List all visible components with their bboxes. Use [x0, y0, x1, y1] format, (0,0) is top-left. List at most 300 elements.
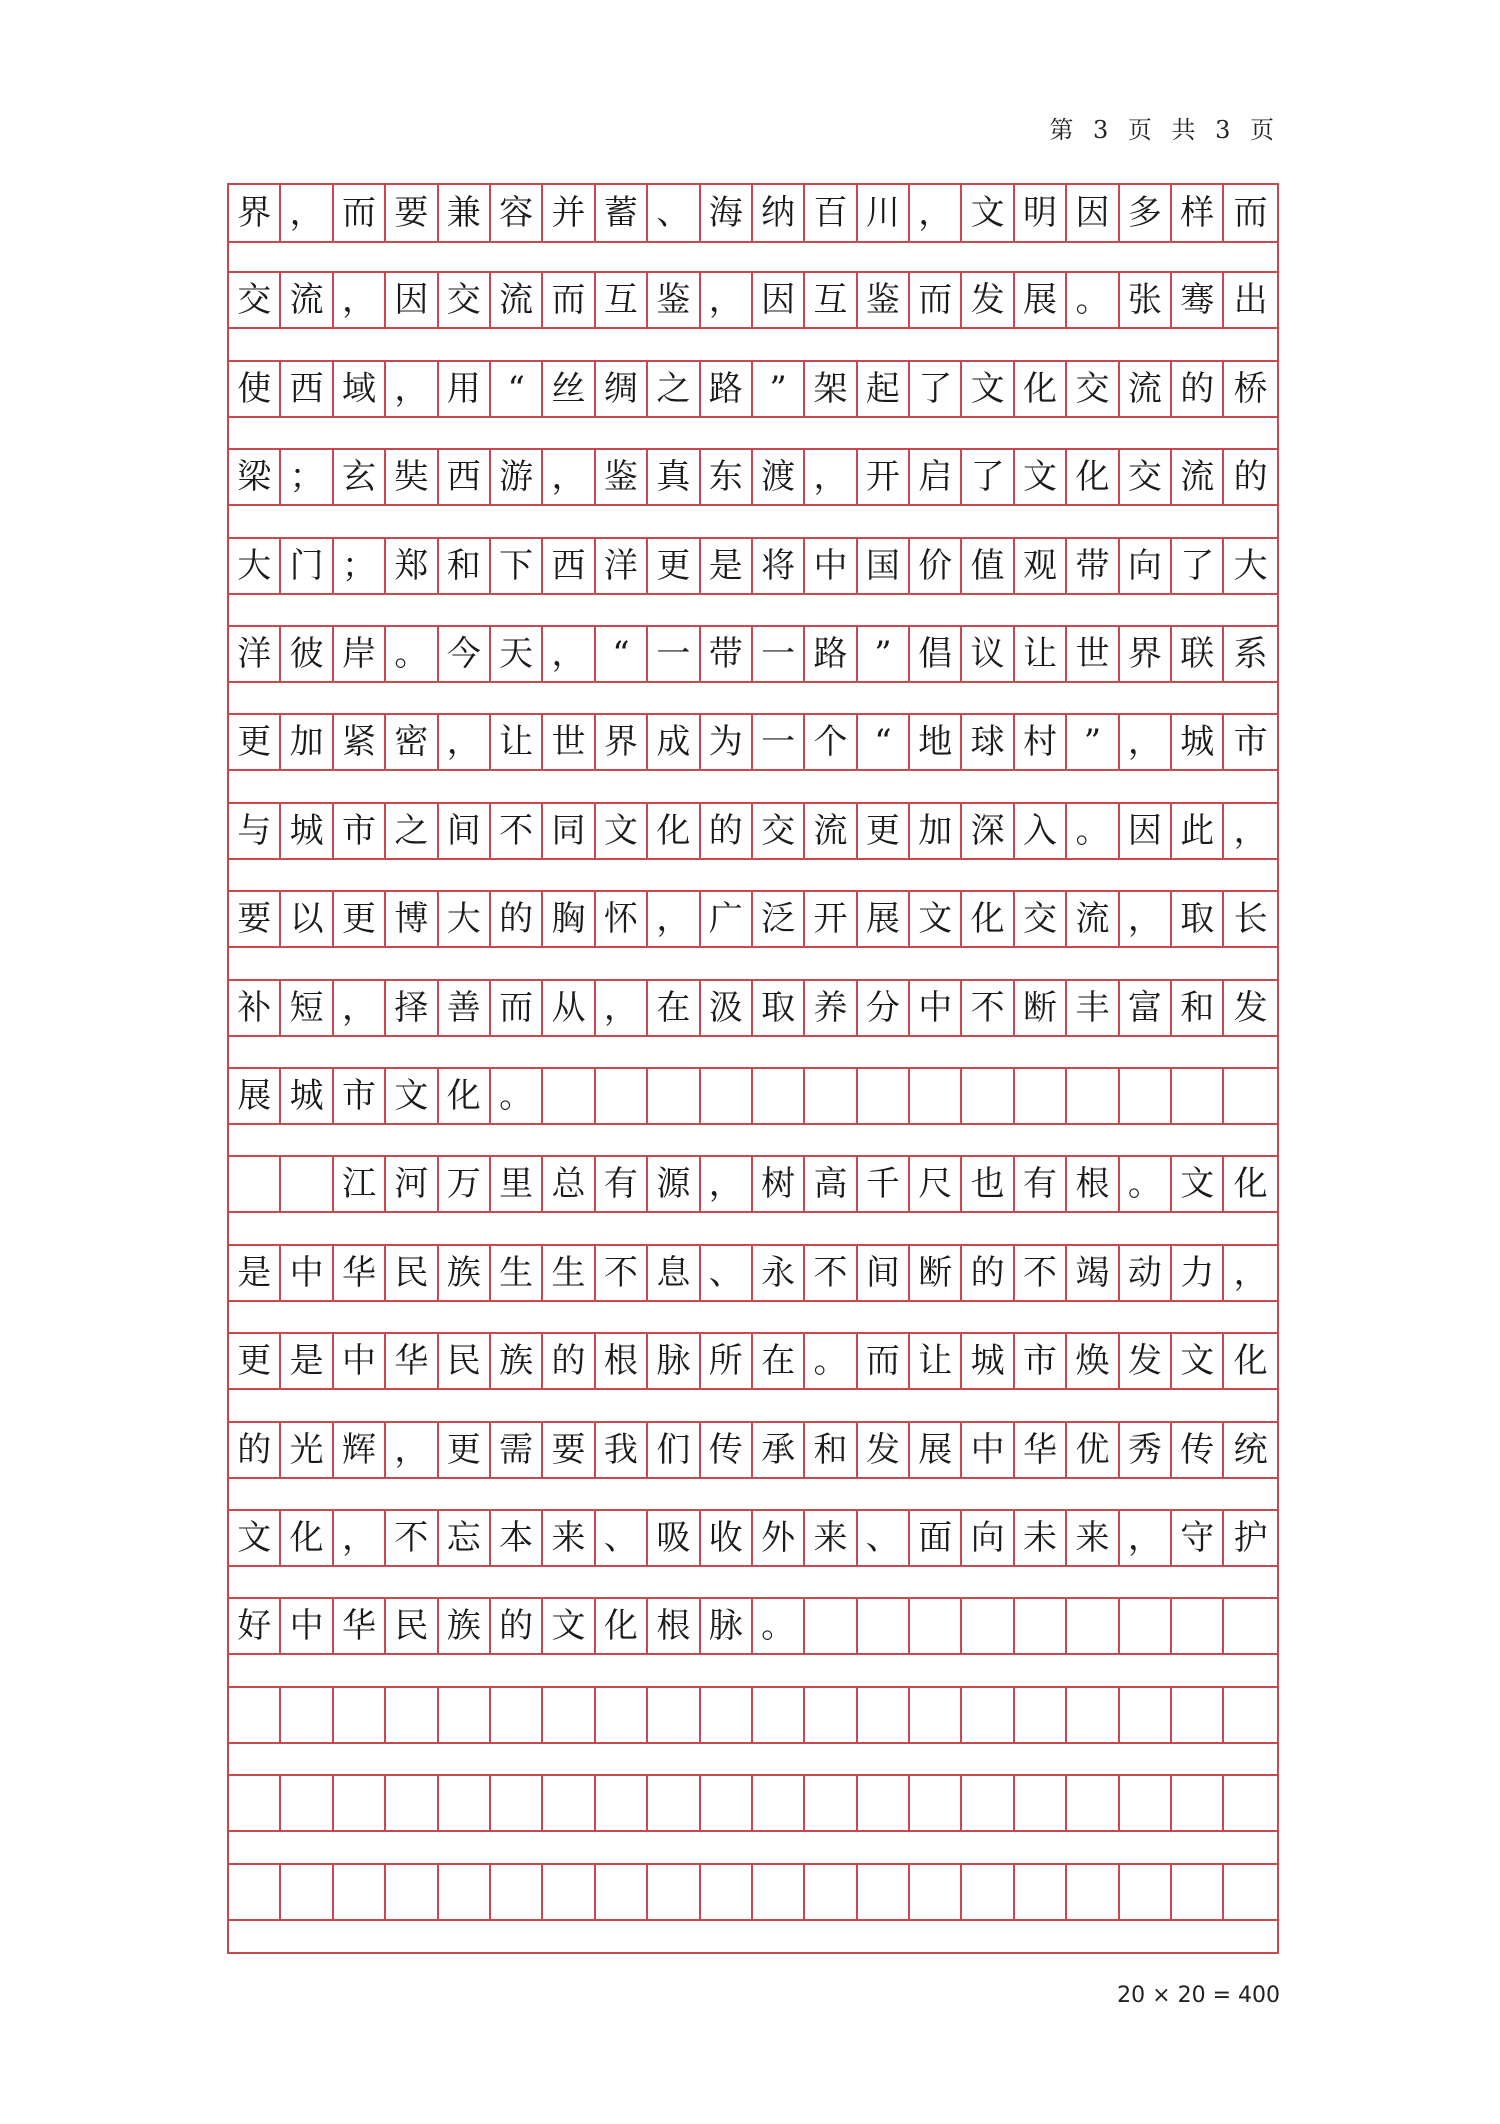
grid-char: 在	[656, 987, 691, 1028]
grid-cell	[805, 185, 857, 241]
grid-cell	[962, 892, 1014, 946]
grid-char: 真	[656, 457, 691, 498]
grid-cell	[648, 1688, 700, 1742]
grid-cell	[229, 185, 281, 241]
grid-char: 和	[446, 545, 481, 586]
grid-char: 一	[761, 722, 796, 763]
grid-char: 成	[656, 722, 691, 763]
grid-cell	[701, 627, 753, 681]
grid-char: 发	[865, 1429, 900, 1470]
grid-char: 博	[394, 899, 429, 940]
grid-cell	[439, 539, 491, 593]
grid-cell	[1172, 627, 1224, 681]
grid-char: 流	[1180, 457, 1215, 498]
grid-cell	[543, 539, 595, 593]
grid-cell	[281, 1511, 333, 1565]
grid-cell	[491, 1511, 543, 1565]
grid-char: 一	[656, 634, 691, 674]
grid-char: 天	[499, 634, 534, 674]
grid-char: ，	[1127, 1518, 1162, 1558]
grid-cell	[701, 1334, 753, 1388]
grid-char: 所	[708, 1341, 743, 1382]
grid-char: 因	[1075, 193, 1110, 233]
grid-row	[229, 537, 1277, 595]
grid-char: 交	[1075, 368, 1110, 409]
grid-cell	[596, 1865, 648, 1919]
grid-char: 不	[1023, 1252, 1058, 1293]
grid-char: 文	[1023, 457, 1058, 498]
grid-cell	[805, 1599, 857, 1653]
grid-char: 下	[499, 545, 534, 586]
grid-cell	[1015, 627, 1067, 681]
grid-char: 不	[499, 810, 534, 851]
grid-cell	[910, 715, 962, 769]
grid-cell	[962, 539, 1014, 593]
grid-cell	[1120, 1511, 1172, 1565]
grid-cell	[648, 1865, 700, 1919]
grid-char: 力	[1180, 1252, 1215, 1293]
grid-cell	[1120, 627, 1172, 681]
grid-cell	[805, 892, 857, 946]
grid-cell	[1224, 715, 1276, 769]
grid-cell	[386, 1157, 438, 1211]
grid-char: 永	[761, 1252, 796, 1293]
grid-cell	[334, 1865, 386, 1919]
grid-cell	[858, 539, 910, 593]
grid-cell	[1015, 1334, 1067, 1388]
grid-cell	[491, 892, 543, 946]
grid-char: 发	[970, 280, 1005, 321]
grid-cell	[701, 1511, 753, 1565]
grid-cell	[805, 1865, 857, 1919]
grid-row	[229, 448, 1277, 506]
grid-cell	[1067, 1599, 1119, 1653]
grid-char: 本	[499, 1518, 534, 1558]
grid-cell	[910, 1688, 962, 1742]
grid-cell	[805, 273, 857, 327]
grid-cell	[334, 981, 386, 1035]
grid-char: 倡	[918, 634, 953, 674]
grid-cell	[858, 981, 910, 1035]
grid-char: 洋	[237, 634, 272, 674]
grid-cell	[805, 715, 857, 769]
grid-cell	[596, 1069, 648, 1123]
grid-cell	[962, 1069, 1014, 1123]
grid-cell	[1224, 362, 1276, 416]
grid-cell	[753, 804, 805, 858]
grid-cell	[962, 1776, 1014, 1830]
grid-cell	[858, 1511, 910, 1565]
grid-char: 千	[865, 1164, 900, 1205]
grid-cell	[1120, 981, 1172, 1035]
grid-row	[229, 1863, 1277, 1921]
grid-cell	[281, 1334, 333, 1388]
grid-cell	[1224, 185, 1276, 241]
grid-char: 球	[970, 722, 1005, 763]
grid-cell	[1120, 715, 1172, 769]
grid-char: 化	[1233, 1164, 1268, 1205]
grid-cell	[334, 450, 386, 504]
grid-char: 是	[289, 1341, 324, 1382]
grid-char: 交	[761, 810, 796, 851]
grid-char: 鉴	[656, 280, 691, 321]
grid-cell	[386, 804, 438, 858]
grid-char: 的	[551, 1341, 586, 1382]
grid-cell	[701, 1599, 753, 1653]
grid-cell	[386, 539, 438, 593]
grid-cell	[281, 804, 333, 858]
grid-cell	[1067, 1069, 1119, 1123]
grid-char: 源	[656, 1164, 691, 1205]
grid-char: 和	[1180, 987, 1215, 1028]
grid-cell	[1015, 804, 1067, 858]
grid-cell	[910, 273, 962, 327]
grid-char: 守	[1180, 1518, 1215, 1558]
grid-cell	[334, 804, 386, 858]
grid-char: 市	[1023, 1341, 1058, 1382]
grid-char: ，	[341, 987, 376, 1028]
grid-cell	[648, 1511, 700, 1565]
grid-cell	[753, 981, 805, 1035]
grid-char: 玄	[341, 457, 376, 498]
grid-char: 面	[918, 1518, 953, 1558]
grid-char: 中	[918, 987, 953, 1028]
grid-cell	[491, 1599, 543, 1653]
grid-cell	[1172, 1688, 1224, 1742]
grid-char: ”	[769, 368, 787, 409]
grid-cell	[543, 273, 595, 327]
grid-cell	[962, 450, 1014, 504]
grid-cell	[701, 273, 753, 327]
grid-char: 、	[656, 193, 691, 233]
grid-cell	[1067, 892, 1119, 946]
grid-char: 交	[446, 280, 481, 321]
grid-cell	[910, 627, 962, 681]
grid-cell	[962, 362, 1014, 416]
grid-cell	[805, 627, 857, 681]
grid-char: 市	[1233, 722, 1268, 763]
grid-cell	[701, 981, 753, 1035]
grid-char: 市	[341, 810, 376, 851]
grid-cell	[753, 1511, 805, 1565]
grid-char: ，	[551, 634, 586, 674]
grid-char: ，	[1127, 722, 1162, 763]
grid-cell	[753, 362, 805, 416]
grid-char: 。	[1127, 1164, 1162, 1205]
grid-cell	[1015, 1069, 1067, 1123]
grid-cell	[648, 185, 700, 241]
grid-cell	[439, 1157, 491, 1211]
grid-char: 加	[289, 722, 324, 763]
grid-char: 城	[289, 1076, 324, 1116]
grid-cell	[439, 981, 491, 1035]
grid-char: 密	[394, 722, 429, 763]
grid-cell	[386, 1423, 438, 1477]
grid-cell	[281, 1157, 333, 1211]
grid-char: ，	[918, 193, 953, 233]
grid-cell	[753, 1776, 805, 1830]
grid-char: 城	[970, 1341, 1005, 1382]
grid-cell	[910, 1069, 962, 1123]
grid-cell	[596, 1688, 648, 1742]
grid-char: 来	[551, 1518, 586, 1558]
grid-cell	[1015, 273, 1067, 327]
grid-cell	[1067, 1157, 1119, 1211]
grid-cell	[334, 362, 386, 416]
grid-char: 需	[499, 1429, 534, 1470]
grid-char: 丰	[1075, 987, 1110, 1028]
grid-cell	[1120, 185, 1172, 241]
grid-char: 文	[970, 368, 1005, 409]
grid-row	[229, 1155, 1277, 1213]
grid-cell	[386, 715, 438, 769]
grid-cell	[334, 1334, 386, 1388]
grid-char: 展	[1023, 280, 1058, 321]
grid-char: 市	[341, 1076, 376, 1116]
grid-char: 郑	[394, 545, 429, 586]
grid-char: 择	[394, 987, 429, 1028]
grid-cell	[386, 185, 438, 241]
grid-cell	[439, 804, 491, 858]
grid-char: 流	[1075, 899, 1110, 940]
grid-char: 中	[970, 1429, 1005, 1470]
grid-char: 并	[551, 193, 586, 233]
grid-char: 民	[394, 1252, 429, 1293]
grid-row	[229, 890, 1277, 948]
grid-cell	[701, 539, 753, 593]
grid-char: 承	[761, 1429, 796, 1470]
grid-cell	[386, 1334, 438, 1388]
grid-cell	[1172, 1069, 1224, 1123]
grid-cell	[858, 715, 910, 769]
grid-cell	[858, 1865, 910, 1919]
grid-cell	[753, 539, 805, 593]
grid-cell	[753, 1069, 805, 1123]
grid-cell	[1120, 273, 1172, 327]
grid-char: 展	[918, 1429, 953, 1470]
grid-char: 开	[865, 457, 900, 498]
grid-cell	[648, 1599, 700, 1653]
grid-cell	[543, 185, 595, 241]
grid-cell	[439, 1599, 491, 1653]
grid-char: 文	[394, 1076, 429, 1116]
grid-char: 的	[237, 1429, 272, 1470]
grid-size-label: 20 × 20 = 400	[1117, 1983, 1280, 2008]
grid-cell	[1015, 1246, 1067, 1300]
grid-char: 中	[813, 545, 848, 586]
grid-cell	[962, 1246, 1014, 1300]
grid-char: 界	[1127, 634, 1162, 674]
grid-cell	[229, 1157, 281, 1211]
grid-char: 带	[1075, 545, 1110, 586]
grid-cell	[596, 892, 648, 946]
grid-char: 们	[656, 1429, 691, 1470]
grid-char: 化	[1233, 1341, 1268, 1382]
grid-cell	[805, 1069, 857, 1123]
grid-cell	[491, 627, 543, 681]
grid-cell	[910, 1511, 962, 1565]
grid-char: ”	[1083, 722, 1102, 763]
grid-char: 万	[446, 1164, 481, 1205]
grid-char: 梁	[237, 457, 272, 498]
grid-char: 从	[551, 987, 586, 1028]
grid-char: 容	[499, 193, 534, 233]
grid-cell	[334, 1688, 386, 1742]
grid-cell	[753, 185, 805, 241]
grid-cell	[910, 981, 962, 1035]
grid-cell	[386, 273, 438, 327]
grid-cell	[386, 627, 438, 681]
grid-char: 的	[708, 810, 743, 851]
grid-char: 交	[1023, 899, 1058, 940]
grid-cell	[1172, 1511, 1224, 1565]
grid-char: 路	[813, 634, 848, 674]
grid-cell	[543, 1599, 595, 1653]
grid-char: 骞	[1180, 280, 1215, 321]
grid-row	[229, 1421, 1277, 1479]
grid-cell	[1224, 627, 1276, 681]
grid-char: 长	[1233, 899, 1268, 940]
grid-char: 而	[341, 193, 376, 233]
grid-cell	[543, 1423, 595, 1477]
grid-cell	[701, 1423, 753, 1477]
grid-char: 间	[446, 810, 481, 851]
grid-cell	[805, 1334, 857, 1388]
grid-cell	[439, 1688, 491, 1742]
grid-char: 与	[237, 810, 272, 851]
grid-cell	[1067, 1688, 1119, 1742]
grid-char: 入	[1023, 810, 1058, 851]
grid-cell	[229, 1776, 281, 1830]
grid-char: 西	[551, 545, 586, 586]
grid-cell	[1224, 1246, 1276, 1300]
grid-char: 流	[289, 280, 324, 321]
grid-char: 因	[1127, 810, 1162, 851]
grid-cell	[334, 273, 386, 327]
grid-char: 、	[708, 1252, 743, 1293]
grid-char: ，	[446, 722, 481, 763]
grid-cell	[229, 1334, 281, 1388]
grid-char: 、	[603, 1518, 638, 1558]
grid-char: 架	[813, 368, 848, 409]
grid-char: 脉	[708, 1606, 743, 1647]
grid-row	[229, 1686, 1277, 1744]
grid-cell	[1120, 1865, 1172, 1919]
grid-cell	[543, 1776, 595, 1830]
grid-char: 绸	[603, 368, 638, 409]
grid-cell	[281, 1776, 333, 1830]
grid-cell	[910, 1423, 962, 1477]
grid-cell	[229, 1069, 281, 1123]
grid-char: 的	[1233, 457, 1268, 498]
grid-cell	[910, 539, 962, 593]
grid-char: ，	[813, 457, 848, 498]
grid-cell	[753, 450, 805, 504]
grid-char: 不	[970, 987, 1005, 1028]
grid-char: 根	[656, 1606, 691, 1647]
grid-cell	[1067, 1865, 1119, 1919]
grid-char: 以	[289, 899, 324, 940]
grid-cell	[281, 1423, 333, 1477]
grid-char: 有	[1023, 1164, 1058, 1205]
grid-char: 尺	[918, 1164, 953, 1205]
grid-cell	[386, 1776, 438, 1830]
grid-cell	[1120, 362, 1172, 416]
grid-cell	[281, 715, 333, 769]
grid-cell	[1120, 1599, 1172, 1653]
grid-cell	[1067, 539, 1119, 593]
grid-cell	[596, 804, 648, 858]
grid-char: ，	[603, 987, 638, 1028]
grid-char: ，	[1233, 810, 1268, 851]
grid-char: 外	[761, 1518, 796, 1558]
grid-char: 忘	[446, 1518, 481, 1558]
grid-cell	[1067, 1776, 1119, 1830]
grid-char: 互	[813, 280, 848, 321]
grid-cell	[1120, 892, 1172, 946]
grid-cell	[334, 1157, 386, 1211]
grid-cell	[1224, 1688, 1276, 1742]
grid-cell	[1224, 1334, 1276, 1388]
grid-cell	[1015, 981, 1067, 1035]
grid-cell	[701, 715, 753, 769]
grid-cell	[543, 715, 595, 769]
grid-cell	[858, 1157, 910, 1211]
grid-char: 而	[865, 1341, 900, 1382]
grid-cell	[1224, 981, 1276, 1035]
grid-char: 流	[813, 810, 848, 851]
grid-cell	[1120, 1246, 1172, 1300]
grid-cell	[281, 1865, 333, 1919]
grid-char: ，	[1127, 899, 1162, 940]
grid-cell	[858, 804, 910, 858]
grid-cell	[910, 892, 962, 946]
grid-cell	[491, 539, 543, 593]
grid-cell	[701, 804, 753, 858]
grid-char: 而	[918, 280, 953, 321]
grid-cell	[386, 1599, 438, 1653]
grid-char: 竭	[1075, 1252, 1110, 1293]
grid-char: 辉	[341, 1429, 376, 1470]
grid-cell	[858, 892, 910, 946]
grid-cell	[648, 539, 700, 593]
grid-cell	[1224, 1069, 1276, 1123]
grid-char: 了	[918, 368, 953, 409]
grid-char: 加	[918, 810, 953, 851]
grid-cell	[1067, 185, 1119, 241]
grid-char: 化	[656, 810, 691, 851]
grid-cell	[910, 1157, 962, 1211]
grid-cell	[596, 1334, 648, 1388]
grid-cell	[1172, 1334, 1224, 1388]
grid-char: 要	[394, 193, 429, 233]
grid-cell	[439, 450, 491, 504]
grid-char: 交	[1127, 457, 1162, 498]
grid-char: 华	[341, 1606, 376, 1647]
grid-cell	[1067, 273, 1119, 327]
grid-cell	[1015, 1865, 1067, 1919]
grid-cell	[1067, 450, 1119, 504]
grid-char: 让	[918, 1341, 953, 1382]
grid-cell	[701, 1246, 753, 1300]
grid-char: 善	[446, 987, 481, 1028]
grid-char: 优	[1075, 1429, 1110, 1470]
grid-char: 里	[499, 1164, 534, 1205]
grid-cell	[962, 627, 1014, 681]
grid-cell	[962, 185, 1014, 241]
grid-cell	[1015, 892, 1067, 946]
grid-cell	[1015, 1423, 1067, 1477]
